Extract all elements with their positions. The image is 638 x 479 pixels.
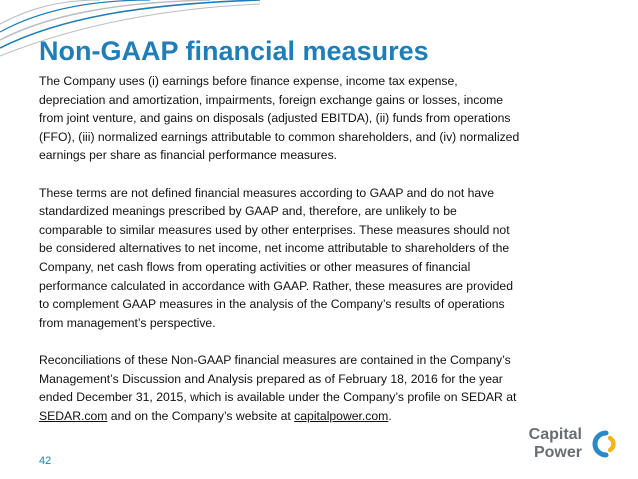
sedar-link[interactable]: SEDAR.com	[39, 408, 108, 423]
paragraph-definition	[39, 184, 605, 333]
text-fragment: and on the Company’s website at	[107, 408, 295, 423]
paragraph-usage	[39, 72, 605, 165]
logo-line-2: Power	[533, 444, 582, 461]
page-number: 42	[39, 455, 52, 467]
text-line: performance calculated in accordance with GAAP. Rather, these measures are provided	[39, 278, 513, 293]
capitalpower-link[interactable]: capitalpower.com	[294, 408, 389, 423]
text-line: depreciation and amortization, impairments, foreign exchange gains or losses, income	[39, 92, 504, 107]
text-line: Management’s Discussion and Analysis prepared as of February 18, 2016 for the year	[39, 371, 503, 386]
text-line: to complement GAAP measures in the analysis of the Company’s results of operations	[39, 297, 505, 312]
text-line: These terms are not defined financial measures according to GAAP and do not have	[39, 185, 495, 200]
text-line: from joint venture, and gains on disposals (adjusted EBITDA), (ii) funds from operations	[39, 111, 511, 126]
capital-power-swirl-icon	[586, 430, 620, 460]
capital-power-logo	[516, 426, 624, 470]
body-text	[39, 72, 605, 444]
logo-wordmark	[516, 426, 582, 462]
text-line: comparable to similar measures used by other enterprises. These measures should not	[39, 222, 510, 237]
text-line: (FFO), (iii) normalized earnings attributable to common shareholders, and (iv) normalized	[39, 129, 520, 144]
logo-line-1: Capital	[528, 426, 582, 443]
text-line: Company, net cash flows from operating activities or other measures of financial	[39, 259, 471, 274]
text-line: from management’s perspective.	[39, 315, 216, 330]
text-line: The Company uses (i) earnings before finance expense, income tax expense,	[39, 74, 458, 88]
paragraph-reconciliations	[39, 351, 605, 425]
text-fragment: .	[388, 408, 392, 423]
text-line: ended December 31, 2015, which is available under the Company’s profile on SEDAR at	[39, 390, 517, 405]
text-line: be considered alternatives to net income, net income attributable to shareholders of the	[39, 241, 510, 256]
text-line: Reconciliations of these Non-GAAP financial measures are contained in the Company’s	[39, 352, 511, 367]
text-line-with-links	[39, 407, 605, 426]
slide-title: Non-GAAP financial measures	[39, 36, 429, 66]
text-line: standardized meanings prescribed by GAAP and, therefore, are unlikely to be	[39, 204, 457, 219]
text-line: earnings per share as financial performance measures.	[39, 148, 338, 163]
